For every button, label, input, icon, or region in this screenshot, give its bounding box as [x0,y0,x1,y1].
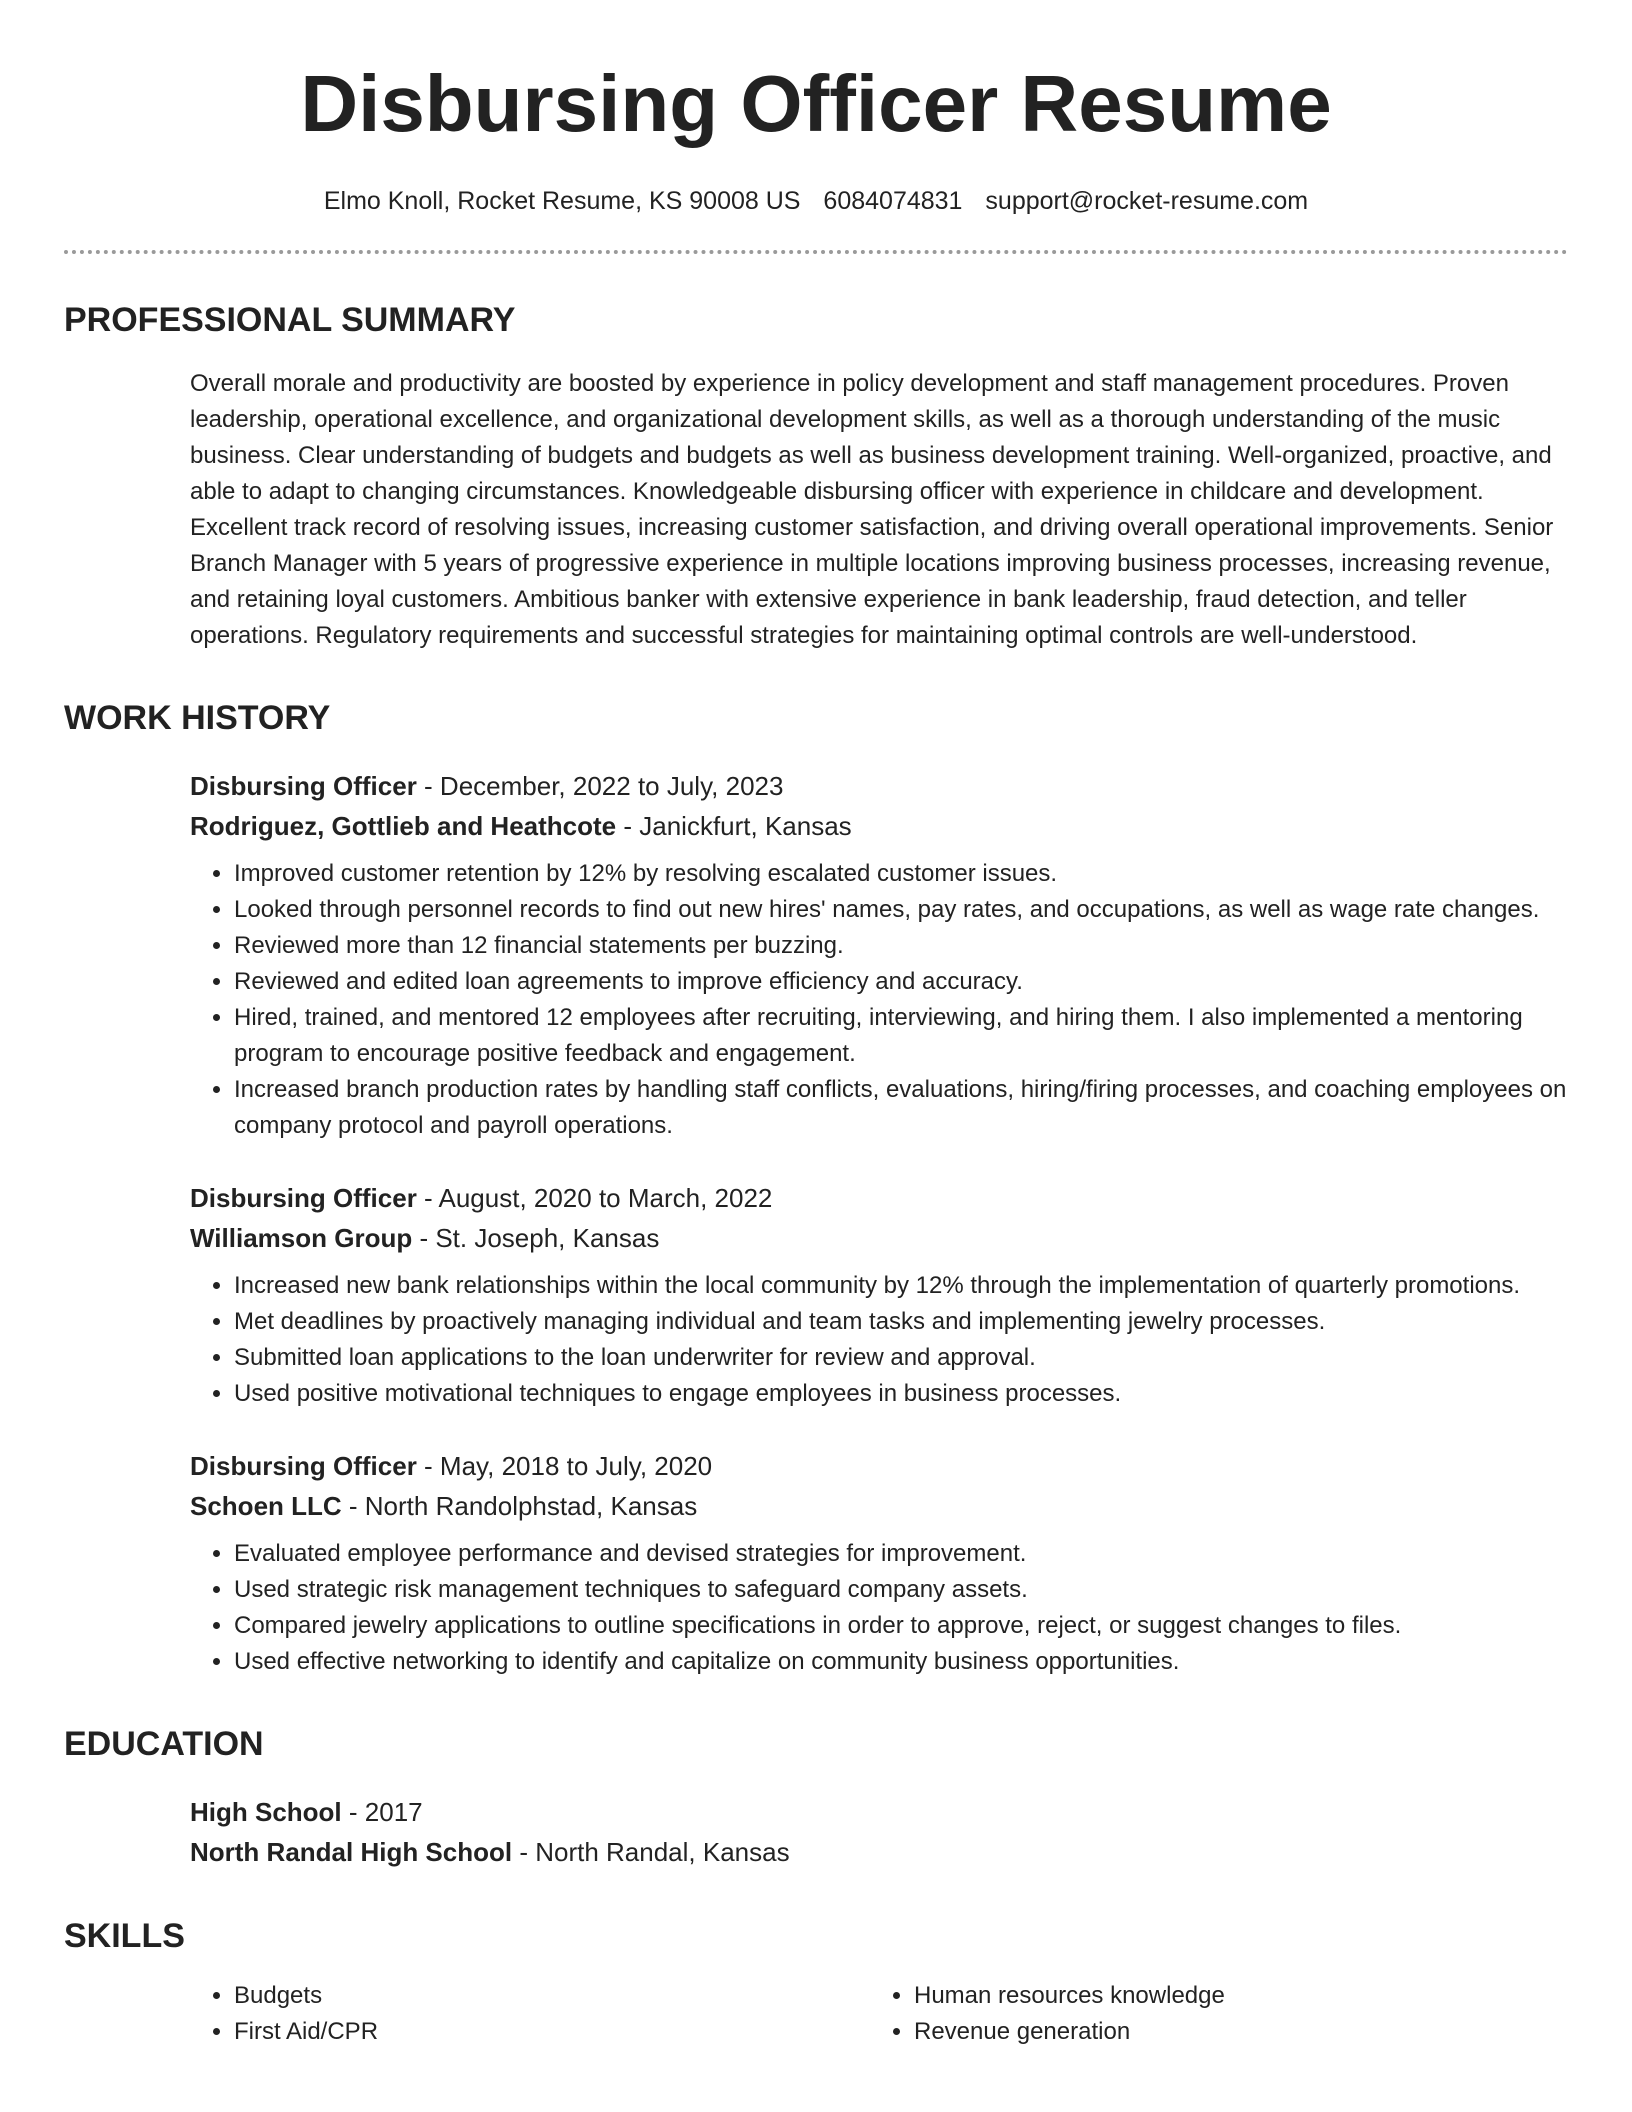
work-history-section [64,696,1568,1680]
job-bullets [190,1536,1568,1680]
job-company: Rodriguez, Gottlieb and Heathcote [190,811,617,841]
contact-address: Elmo Knoll, Rocket Resume, KS 90008 US [323,187,801,215]
education-year: - 2017 [341,1797,423,1827]
job-title-line [190,1178,1568,1218]
list-item: • Reviewed more than 12 financial statements per buzzing. [234,928,1568,964]
job-company-line [190,1486,1568,1526]
list-item: • Budgets [234,1978,870,2014]
education-degree-line [190,1792,1568,1832]
summary-section [64,298,1568,654]
job-bullets [190,856,1568,1144]
job-bullets [190,1268,1568,1412]
list-item: • Met deadlines by proactively managing individual and team tasks and implementing jewelry processes. [234,1304,1568,1340]
job-location: - Janickfurt, Kansas [616,811,852,841]
skills-heading: SKILLS [64,1917,185,1955]
job-company: Schoen LLC [190,1491,342,1521]
job-dates: - August, 2020 to March, 2022 [416,1183,773,1213]
resume-page [64,0,1568,2050]
list-item: • Evaluated employee performance and devised strategies for improvement. [234,1536,1568,1572]
contact-phone: 6084074831 [823,187,963,215]
education-school-line [190,1832,1568,1872]
list-item: • Revenue generation [914,2014,1550,2050]
list-item: • Improved customer retention by 12% by resolving escalated customer issues. [234,856,1568,892]
list-item: • Used strategic risk management techniques to safeguard company assets. [234,1572,1568,1608]
contact-line [64,184,1568,218]
job-company-line [190,1218,1568,1258]
resume-title: Disbursing Officer Resume [300,59,1332,148]
job-title: Disbursing Officer [190,771,417,801]
job-title: Disbursing Officer [190,1183,417,1213]
work-history-heading: WORK HISTORY [64,699,331,737]
list-item: • Human resources knowledge [914,1978,1550,2014]
education-entry [190,1792,1568,1872]
education-school: North Randal High School [190,1837,513,1867]
job-title-line [190,766,1568,806]
job-entry [190,1178,1568,1412]
job-dates: - May, 2018 to July, 2020 [416,1451,713,1481]
list-item: • Reviewed and edited loan agreements to improve efficiency and accuracy. [234,964,1568,1000]
skills-section [64,1914,1568,2050]
list-item: • Increased new bank relationships within the local community by 12% through the implementation of quarterly promotions. [234,1268,1568,1304]
job-dates: - December, 2022 to July, 2023 [416,771,784,801]
job-company: Williamson Group [190,1223,413,1253]
list-item: • Submitted loan applications to the loan underwriter for review and approval. [234,1340,1568,1376]
summary-text: Overall morale and productivity are boosted by experience in policy development and staff management procedures. Proven leadership, operational excellence, and organizational development skills, as well as a thorough understanding of the music business. Clear understanding of budgets and budgets as well as business development training. Well-organized, proactive, and able to adapt to changing circumstances. Knowledgeable disbursing officer with experience in childcare and development. Excellent track record of resolving issues, increasing customer satisfaction, and driving overall operational improvements. Senior Branch Manager with 5 years of progressive experience in multiple locations improving business processes, increasing revenue, and retaining loyal customers. Ambitious banker with extensive experience in bank leadership, fraud detection, and teller operations. Regulatory requirements and successful strategies for maintaining optimal controls are well-understood. [190,370,1554,649]
list-item: • Increased branch production rates by handling staff conflicts, evaluations, hiring/firing processes, and coaching employees on company protocol and payroll operations. [234,1072,1568,1144]
skills-column-right [870,1978,1550,2050]
education-degree: High School [190,1797,342,1827]
summary-heading: PROFESSIONAL SUMMARY [64,301,516,339]
contact-email: support@rocket-resume.com [985,187,1309,215]
skills-grid [190,1978,1568,2050]
list-item: • First Aid/CPR [234,2014,870,2050]
list-item: • Looked through personnel records to find out new hires' names, pay rates, and occupations, as well as wage rate changes. [234,892,1568,928]
job-company-line [190,806,1568,846]
job-entry [190,766,1568,1144]
header-divider [64,250,1568,254]
list-item: • Used positive motivational techniques to engage employees in business processes. [234,1376,1568,1412]
list-item: • Used effective networking to identify and capitalize on community business opportunities. [234,1644,1568,1680]
education-heading: EDUCATION [64,1725,264,1763]
job-title-line [190,1446,1568,1486]
education-location: - North Randal, Kansas [512,1837,790,1867]
job-entry [190,1446,1568,1680]
list-item: • Compared jewelry applications to outline specifications in order to approve, reject, or suggest changes to files. [234,1608,1568,1644]
job-location: - North Randolphstad, Kansas [341,1491,698,1521]
skills-column-left [190,1978,870,2050]
list-item: • Hired, trained, and mentored 12 employees after recruiting, interviewing, and hiring them. I also implemented a mentoring program to encourage positive feedback and engagement. [234,1000,1568,1072]
education-section [64,1722,1568,1872]
job-location: - St. Joseph, Kansas [412,1223,660,1253]
job-title: Disbursing Officer [190,1451,417,1481]
